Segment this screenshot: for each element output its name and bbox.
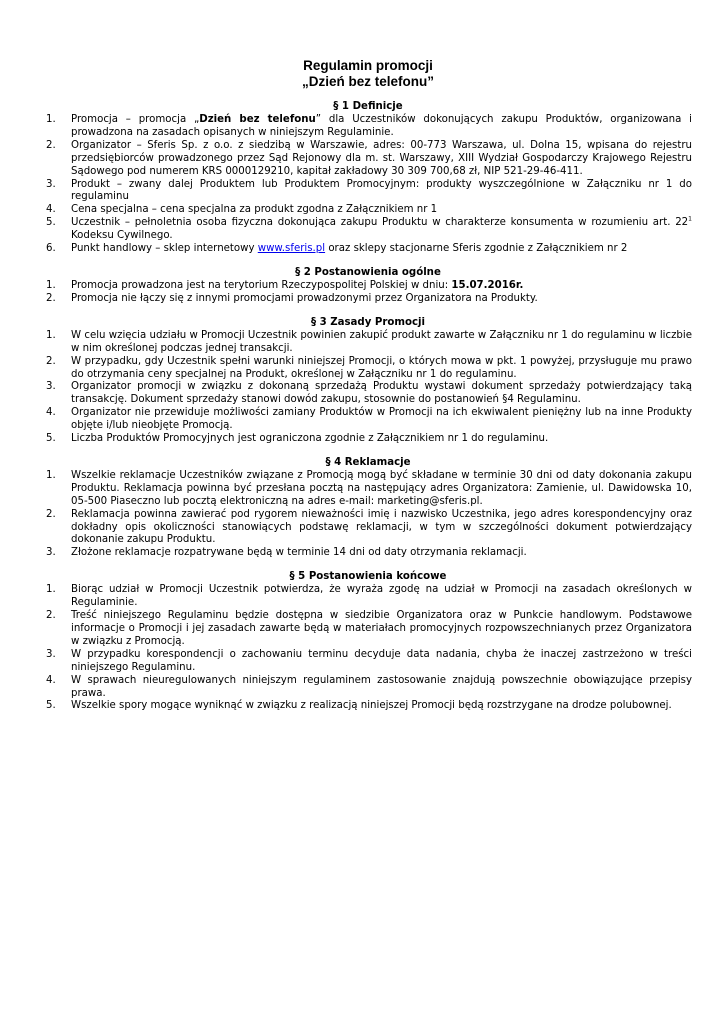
list-item: 1. Promocja – promocja „Dzień bez telefonu” dla Uczestników dokonujących zakupu Produktów, organizowana i prowadzona na zasadach opisanych w niniejszym Regulaminie. [46,114,692,138]
list-item: 3. Organizator promocji w związku z dokonaną sprzedażą Produktu wystawi dokument sprzedaży potwierdzający taką transakcję. Dokument sprzedaży stanowi dowód zakupu, stosownie do postanowień §4 Regulaminu. [46,381,692,406]
list-item: 1. Wszelkie reklamacje Uczestników związane z Promocją mogą być składane w terminie 30 dni od daty dokonania zakupu Produktu. Reklamacja powinna być przesłana pocztą na następujący adres Organizatora: Zamienie, ul. Dawidowska 10, 05-500 Piaseczno lub pocztą elektroniczną na adres e-mail: marketing@sferis.pl. [46,469,692,507]
final-provisions-list [44,584,692,713]
list-item: 3. Produkt – zwany dalej Produktem lub Produktem Promocyjnym: produkty wyszczególnione w Załączniku nr 1 do regulaminu [46,178,692,203]
section-heading: § 3 Zasady Promocji [310,316,426,328]
list-item: 3. Złożone reklamacje rozpatrywane będą w terminie 14 dni od daty otrzymania reklamacji. [46,547,527,559]
list-item: 2. Reklamacja powinna zawierać pod rygorem nieważności imię i nazwisko Uczestnika, jego adres korespondencyjny oraz dokładny opis okoliczności stanowiących podstawę reklamacji, w tym w szczególności dokument potwierdzający dokonanie zakupu Produktu. [46,508,692,546]
section-heading: § 2 Postanowienia ogólne [295,266,441,278]
list-item: 5. Uczestnik – pełnoletnia osoba fizyczna dokonująca zakupu Produktu w charakterze konsumenta w rozumieniu art. $22^1$ Kodeksu Cywilnego. [46,215,692,242]
document-title: Regulamin promocji [303,58,433,73]
complaints-list [44,470,692,560]
section-heading: § 4 Reklamacje [325,456,411,468]
list-item: 1. Biorąc udział w Promocji Uczestnik potwierdza, że wyraża zgodę na udział w Promocji na zasadach określonych w Regulaminie. [46,584,692,609]
document-subtitle: „Dzień bez telefonu” [301,74,434,89]
list-item: 2. Organizator – Sferis Sp. z o.o. z siedzibą w Warszawie, adres: 00-773 Warszawa, ul. Dolna 15, wpisana do rejestru przedsiębiorców prowadzonego przez Sąd Rejonowy dla m. st. Warszawy, XIII Wydział Gospodarczy Krajowego Rejestru Sądowego pod numerem KRS 0000129210, kapitał zakładowy 30 309 700,68 zł, NIP 521-29-46-411. [46,139,692,177]
list-item: 5. Wszelkie spory mogące wyniknąć w związku z realizacją niniejszej Promocji będą rozstrzygane na drodze polubownej. [46,700,672,712]
list-item: 6. Punkt handlowy – sklep internetowy www.sferis.pl oraz sklepy stacjonarne Sferis zgodnie z Załącznikiem nr 2 [46,243,628,255]
general-provisions-list [44,280,692,306]
sferis-website-link[interactable]: www.sferis.pl [257,243,326,255]
list-item: 2. Treść niniejszego Regulaminu będzie dostępna w siedzibie Organizatora oraz w Punkcie handlowym. Podstawowe informacje o Promocji i jej zasadach zawarte będą w materiałach promocyjnych rozpowszechnianych przez Organizatora w związku z Promocją. [46,610,692,647]
promotion-rules-list [44,330,692,446]
list-item: 3. W przypadku korespondencji o zachowaniu terminu decyduje data nadania, chyba że inaczej zastrzeżono w treści niniejszego Regulaminu. [46,648,692,673]
list-item: 1. Promocja prowadzona jest na terytorium Rzeczypospolitej Polskiej w dniu: 15.07.2016r. [46,279,524,291]
list-item: 5. Liczba Produktów Promocyjnych jest ograniczona zgodnie z Załącznikiem nr 1 do regulaminu. [46,433,549,445]
document-page [44,58,692,713]
list-item: 4. Cena specjalna – cena specjalna za produkt zgodna z Załącznikiem nr 1 [46,204,438,216]
list-item: 4. W sprawach nieuregulowanych niniejszym regulaminem zastosowanie znajdują powszechnie obowiązujące przepisy prawa. [46,674,692,699]
list-item: 1. W celu wzięcia udziału w Promocji Uczestnik powinien zakupić produkt zawarte w Załączniku nr 1 do regulaminu w liczbie w nim określonej podczas jednej transakcji. [46,329,692,354]
definitions-list [44,114,692,256]
section-heading: § 1 Definicje [333,101,403,112]
section-heading: § 5 Postanowienia końcowe [289,571,447,583]
list-item: 4. Organizator nie przewiduje możliwości zamiany Produktów w Promocji na ich ekwiwalent pieniężny lub na inne Produkty objęte i/lub nieobjęte Promocją. [46,407,692,432]
list-item: 2. W przypadku, gdy Uczestnik spełni warunki niniejszej Promocji, o których mowa w pkt. 1 powyżej, przysługuje mu prawo do otrzymania ceny specjalnej na Produkt, określonej w Załączniku nr 1 do regulaminu. [46,355,692,380]
list-item: 2. Promocja nie łączy się z innymi promocjami prowadzonymi przez Organizatora na Produkty. [46,292,538,304]
